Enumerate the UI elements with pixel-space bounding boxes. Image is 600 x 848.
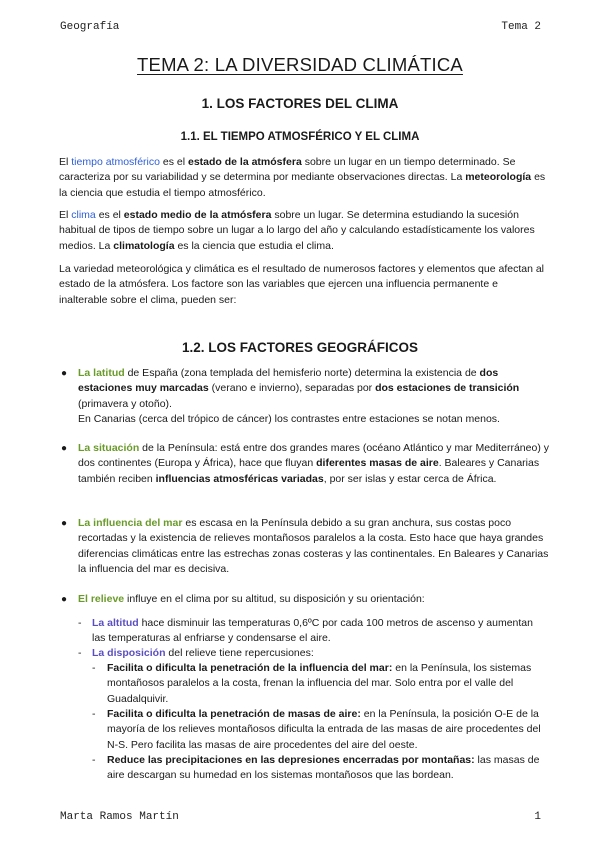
page-header-subject: Geografía [60, 21, 120, 33]
list-item-situacion: La situación de la Península: está entre dos grandes mares (océano Atlántico y mar Mediterráneo) y dos continentes (Europa y África), hace que fluyan diferentes masas de aire. Baleares y Canarias también reciben influencias atmosféricas variadas, por ser islas y estar cerca de África. [78, 442, 549, 485]
list-item-latitud: La latitud de España (zona templada del hemisferio norte) determina la existencia de dos estaciones muy marcadas (verano e invierno), separadas por dos estaciones de transición (primavera y otoño). En Canarias (cerca del trópico de cáncer) los contrastes entre estaciones se notan menos. [78, 367, 520, 425]
bullet-icon: ● [61, 443, 68, 454]
subsection-heading-1-1: 1.1. EL TIEMPO ATMOSFÉRICO Y EL CLIMA [180, 131, 420, 143]
paragraph-tiempo-atmosferico: El tiempo atmosférico es el estado de la atmósfera sobre un lugar en un tiempo determinado. Se caracteriza por su variabilidad y se determina por mediante observaciones directas. La meteorología es la ciencia que estudia el tiempo atmosférico. [59, 156, 546, 199]
subsublist-item-precipitaciones: Reduce las precipitaciones en las depresiones encerradas por montañas: las masas de aire descargan su humedad en los sistemas montañosos que las bordean. [107, 754, 540, 782]
bullet-icon: ● [61, 594, 68, 605]
bullet-icon: ● [61, 368, 68, 379]
term-clima: clima [71, 209, 96, 221]
sublist-item-altitud: La altitud hace disminuir las temperaturas 0,6ºC por cada 100 metros de ascenso y aumentan las temperaturas al enfriarse y condensarse el aire. [92, 617, 533, 645]
dash-icon: - [92, 754, 96, 766]
dash-icon: - [92, 662, 96, 674]
paragraph-clima: El clima es el estado medio de la atmósfera sobre un lugar. Se determina estudiando la sucesión habitual de tipos de tiempo sobre un lugar a lo largo del año y calculando estadísticamente los valores medios. La climatología es la ciencia que estudia el clima. [59, 209, 535, 252]
list-item-influencia-mar: La influencia del mar es escasa en la Península debido a su gran anchura, sus costas poco recortadas y la existencia de relieves montañosos paralelos a la costa. Esto hace que haya grandes diferencias climáticas entre las estrechas zonas costeras y las continentales. En Baleares y Canarias la influencia del mar es decisiva. [78, 517, 549, 575]
page-header-topic: Tema 2 [501, 21, 541, 33]
document-title: TEMA 2: LA DIVERSIDAD CLIMÁTICA [137, 54, 463, 75]
subsublist-item-influencia-mar: Facilita o dificulta la penetración de la influencia del mar: en la Península, los sistemas montañosos paralelos a la costa, frenan la influencia del mar. Solo entra por el valle del Guadalquivir. [107, 662, 532, 705]
sublist-item-disposicion: La disposición del relieve tiene repercusiones: [92, 647, 314, 659]
dash-icon: - [92, 708, 96, 720]
subsublist-item-masas-aire: Facilita o dificulta la penetración de masas de aire: en la Península, la posición O-E de la mayoría de los relieves montañosos dificulta la entrada de las masas de aire procedentes del N-S. Pero facilita las masas de aire procedentes del aire del oeste. [107, 708, 541, 751]
dash-icon: - [78, 647, 82, 659]
paragraph-factores: La variedad meteorológica y climática es el resultado de numerosos factores y elementos que afectan al estado de la atmósfera. Los factore son las variables que ejercen una influencia permanente e inalterable sobre el clima, pueden ser: [59, 263, 545, 306]
bullet-icon: ● [61, 518, 68, 529]
page-number: 1 [534, 811, 541, 823]
dash-icon: - [78, 617, 82, 629]
list-item-relieve: El relieve influye en el clima por su altitud, su disposición y su orientación: [78, 593, 425, 605]
page-footer-author: Marta Ramos Martín [60, 811, 179, 823]
section-heading-1: 1. LOS FACTORES DEL CLIMA [201, 96, 399, 111]
term-tiempo-atmosferico: tiempo atmosférico [71, 156, 160, 168]
subsection-heading-1-2: 1.2. LOS FACTORES GEOGRÁFICOS [181, 340, 419, 355]
